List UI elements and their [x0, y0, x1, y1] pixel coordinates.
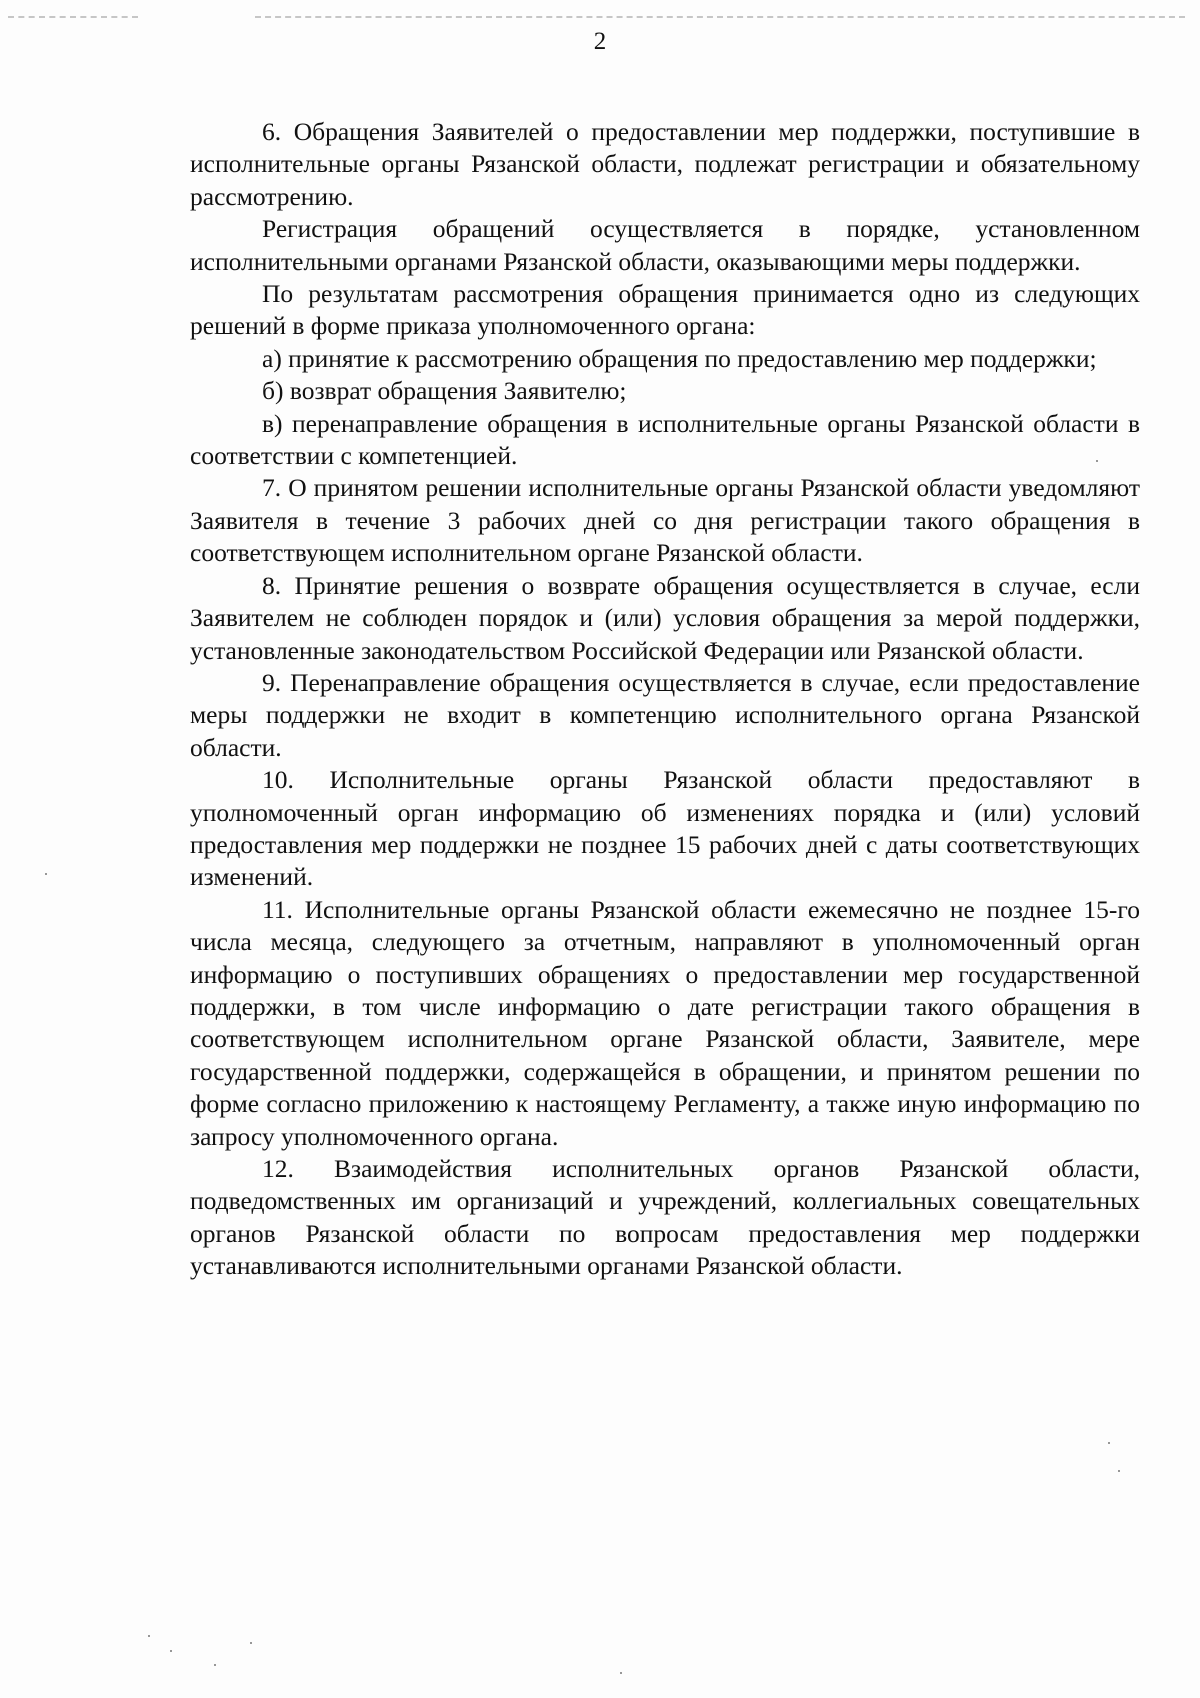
scan-speck: [250, 1642, 252, 1644]
paragraph-decisions: По результатам рассмотрения обращения принимается одно из следующих решений в форме приказа уполномоченного органа:: [190, 279, 1140, 341]
paragraph-7: 7. О принятом решении исполнительные органы Рязанской области уведомляют Заявителя в течение 3 рабочих дней со дня регистрации такого обращения в соответствующем исполнительном органе Рязанской области.: [190, 473, 1140, 568]
page-number: 2: [593, 28, 607, 55]
paragraph-8: 8. Принятие решения о возврате обращения осуществляется в случае, если Заявителем не соблюден порядок и (или) условия обращения за мерой поддержки, установленные законодательством Российской Федерации или Рязанской области.: [190, 570, 1140, 665]
scan-speck: [1096, 460, 1098, 462]
paragraph-decision-a: а) принятие к рассмотрению обращения по предоставлению мер поддержки;: [262, 343, 1097, 373]
paragraph-10: 10. Исполнительные органы Рязанской области предоставляют в уполномоченный орган информацию об изменениях порядка и (или) условий предоставления мер поддержки не позднее 15 рабочих дней с даты соответствующих изменений.: [190, 765, 1140, 892]
paragraph-decision-v: в) перенаправление обращения в исполнительные органы Рязанской области в соответствии с компетенцией.: [190, 408, 1140, 471]
scan-speck: [620, 1672, 622, 1674]
paragraph-registration: Регистрация обращений осуществляется в порядке, установленном исполнительными органами Рязанской области, оказывающими меры поддержки.: [190, 214, 1140, 276]
paragraph-12: 12. Взаимодействия исполнительных органов Рязанской области, подведомственных им организаций и учреждений, коллегиальных совещательных органов Рязанской области по вопросам предоставления мер поддержки устанавливаются исполнительными органами Рязанской области.: [190, 1154, 1140, 1281]
scan-speck: [148, 1635, 150, 1637]
scan-artifact-line-left: [8, 16, 138, 18]
scan-speck: [45, 873, 47, 875]
scan-speck: [214, 1664, 216, 1666]
scan-artifact-line-right: [255, 16, 1185, 18]
paragraph-6: 6. Обращения Заявителей о предоставлении мер поддержки, поступившие в исполнительные органы Рязанской области, подлежат регистрации и обязательному рассмотрению.: [190, 117, 1140, 211]
document-body: [190, 116, 1140, 1283]
scan-speck: [170, 1650, 172, 1652]
scan-speck: [1108, 1442, 1110, 1444]
paragraph-9: 9. Перенаправление обращения осуществляется в случае, если предоставление меры поддержки не входит в компетенцию исполнительного органа Рязанской области.: [190, 667, 1140, 762]
paragraph-11: 11. Исполнительные органы Рязанской области ежемесячно не позднее 15-го числа месяца, следующего за отчетным, направляют в уполномоченный орган информацию о поступивших обращениях о предоставлении мер государственной поддержки, в том числе информацию о дате регистрации такого обращения в соответствующем исполнительном органе Рязанской области, Заявителе, мере государственной поддержки, содержащейся в обращении, и принятом решении по форме согласно приложению к настоящему Регламенту, а также иную информацию по запросу уполномоченного органа.: [190, 894, 1140, 1151]
scan-speck: [1118, 1470, 1120, 1472]
paragraph-decision-b: б) возврат обращения Заявителю;: [262, 376, 627, 406]
